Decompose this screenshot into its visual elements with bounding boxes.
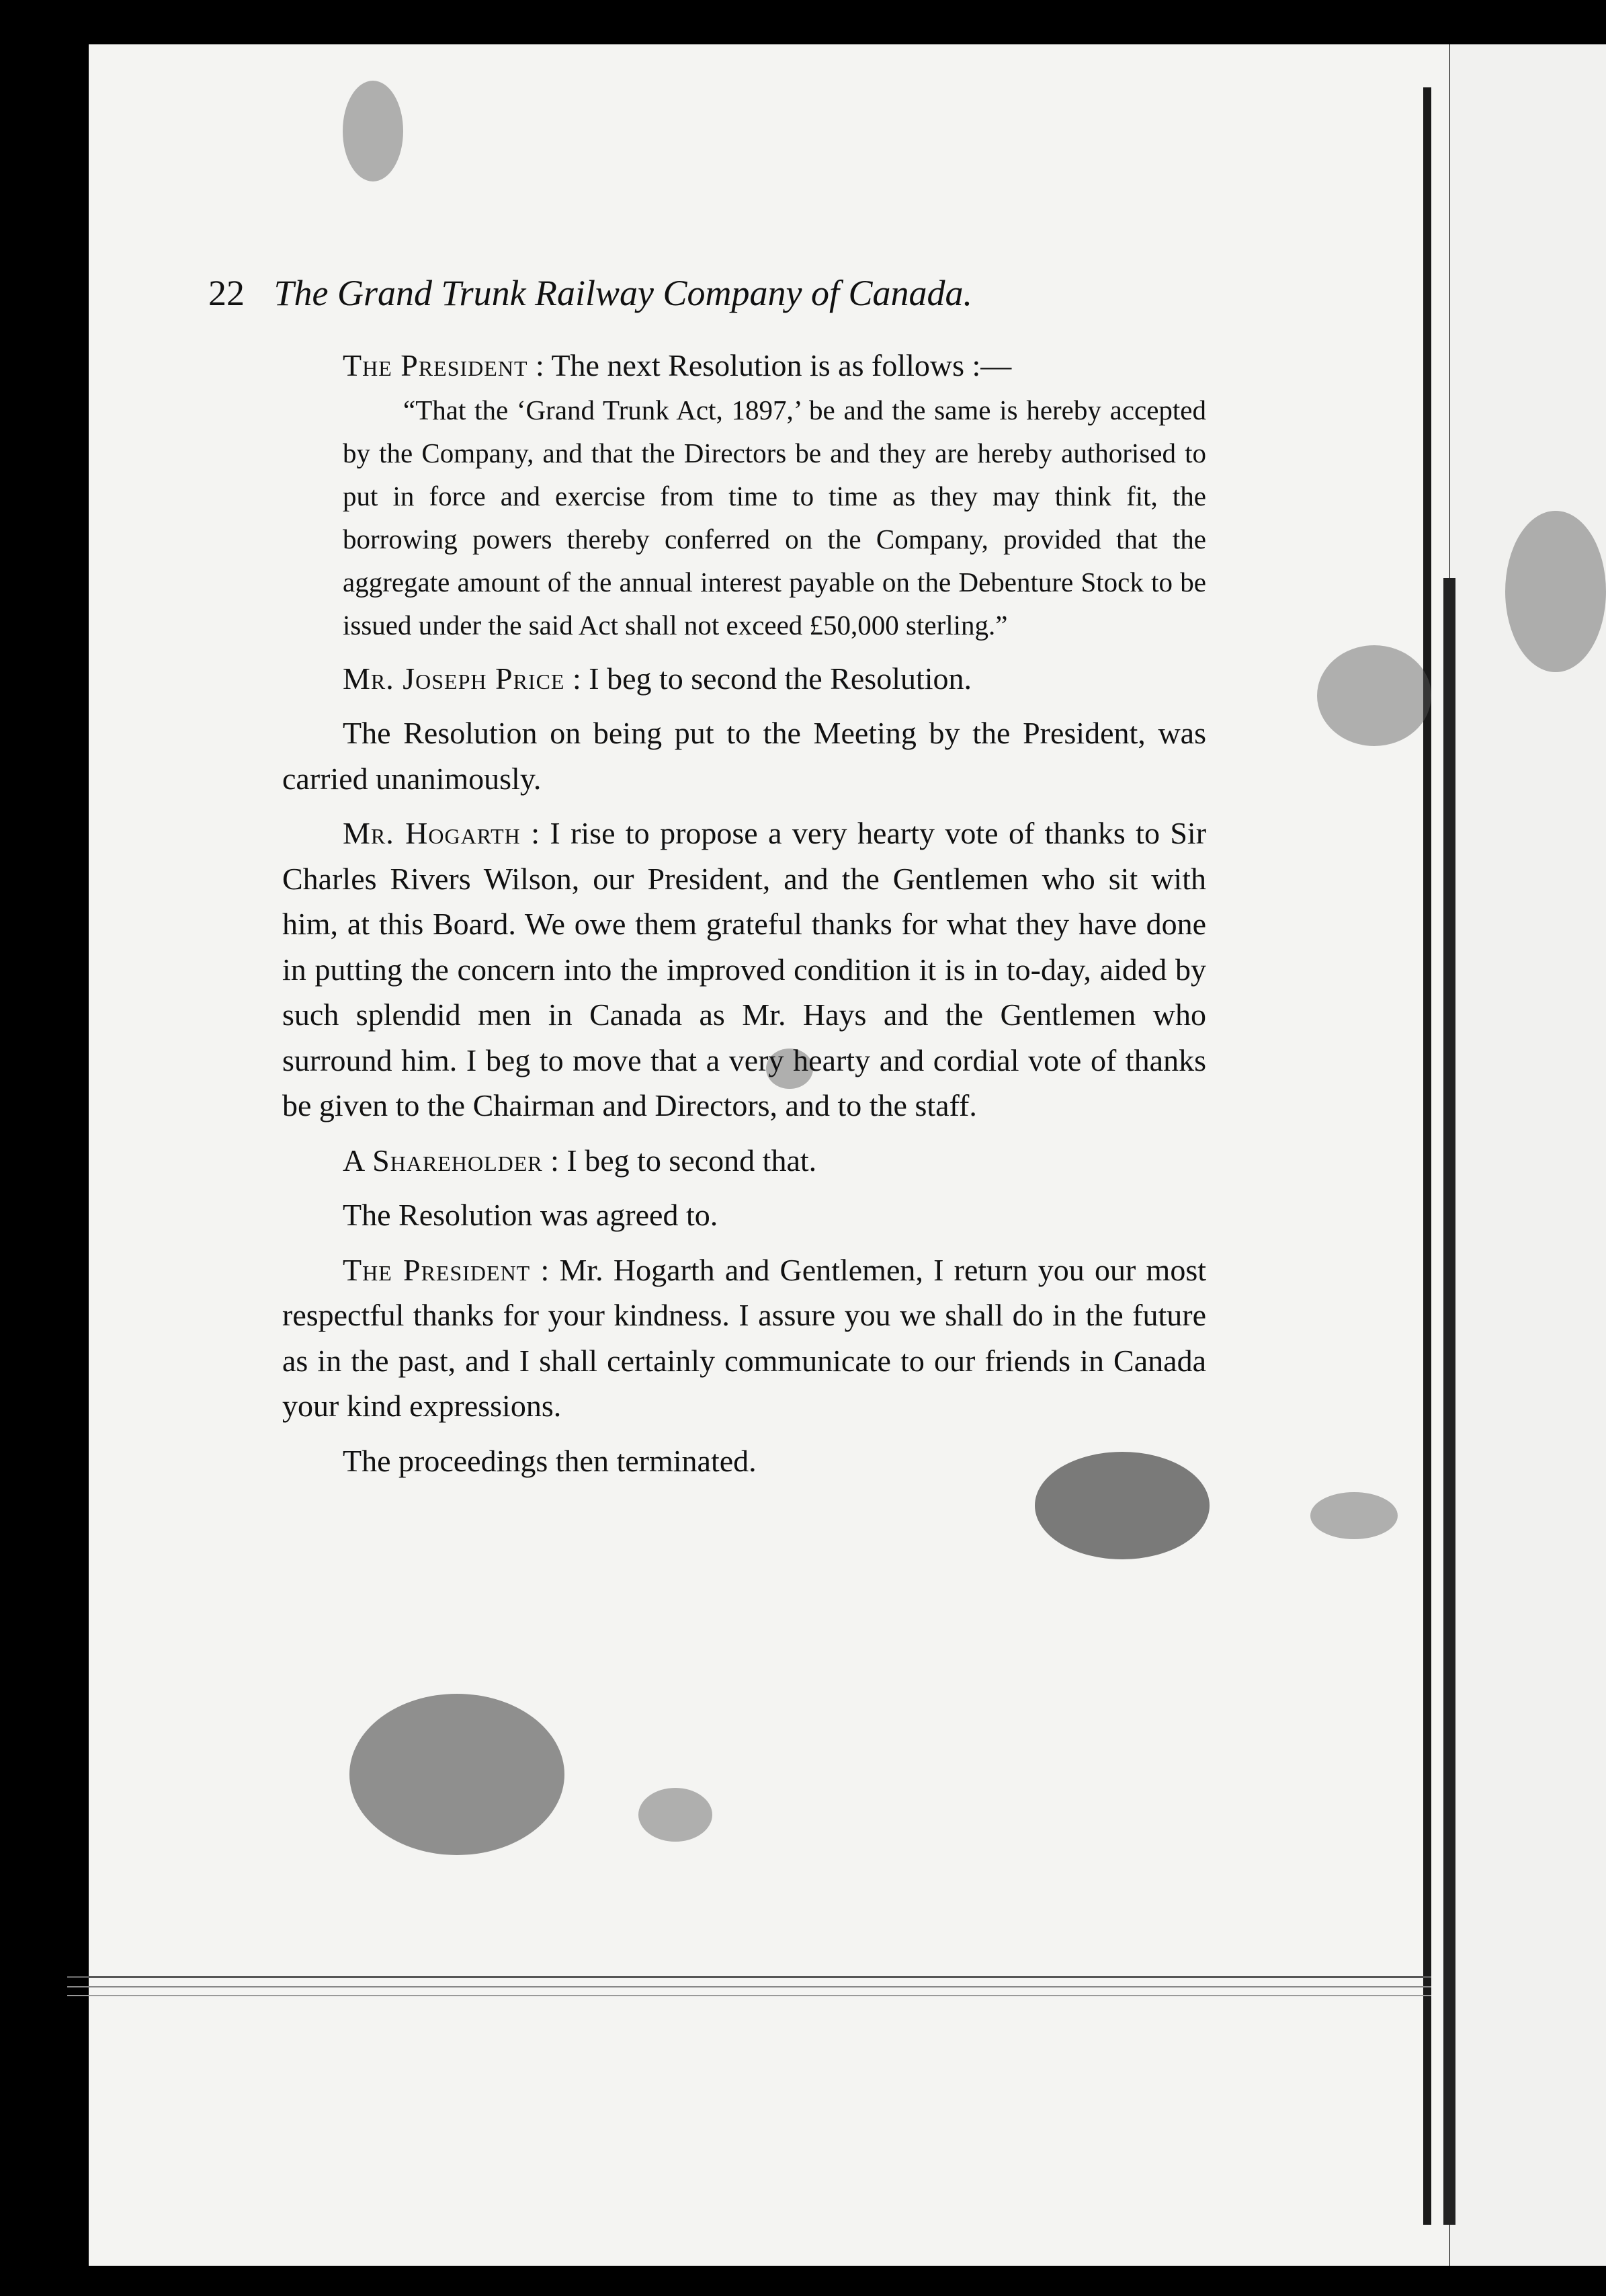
paragraph-text: : The next Resolution is as follows :— (536, 348, 1012, 382)
paragraph-text: : Mr. Hogarth and Gentlemen, I return you our most respectful thanks for your kindness. I assure you we shall do in the future as in the past, and I shall certainly communicate to our friends in Canada your kind expressions. (282, 1252, 1207, 1423)
ink-stain (1317, 645, 1431, 746)
paragraph (282, 1138, 1206, 1184)
facing-page-edge (1450, 44, 1606, 2266)
binding-shadow (1443, 578, 1455, 2225)
speaker-name: Mr. Hogarth (343, 816, 521, 850)
paragraph-text: : I beg to second the Resolution. (572, 661, 972, 696)
speaker-name: The President (343, 348, 528, 382)
paragraph (282, 811, 1206, 1129)
running-title: The Grand Trunk Railway Company of Canada. (273, 273, 973, 313)
running-header (208, 272, 1169, 326)
paragraph-text: : I rise to propose a very hearty vote of thanks to Sir Charles Rivers Wilson, our President, and the Gentlemen who sit with him, at this Board. We owe them grateful thanks for what they have done in putting the concern into the improved condition it is in to-day, aided by such splendid men in Canada as Mr. Hays and the Gentlemen who surround him. I beg to move that a very hearty and cordial vote of thanks be given to the Chairman and Directors, and to the staff. (282, 816, 1207, 1122)
paragraph: The proceedings then terminated. (343, 1443, 757, 1478)
scan-rule (67, 1976, 1431, 1978)
body-text (282, 343, 1206, 1483)
paragraph-text: : I beg to second that. (550, 1143, 817, 1178)
ink-stain (1310, 1492, 1398, 1539)
ink-stain (349, 1694, 564, 1855)
paragraph (282, 656, 1206, 702)
speaker-name: Mr. Joseph Price (343, 661, 565, 696)
speaker-name: The President (343, 1252, 531, 1287)
ink-stain (343, 81, 403, 181)
speaker-name: A Shareholder (343, 1143, 543, 1178)
ink-stain (638, 1788, 712, 1842)
scan-rule (67, 1986, 1431, 1987)
page-fold-shadow (1423, 87, 1431, 2225)
paragraph (282, 1247, 1206, 1429)
scan-rule (67, 1995, 1431, 1996)
ink-stain (1505, 511, 1606, 672)
paragraph: The Resolution was agreed to. (343, 1198, 718, 1232)
paragraph: The Resolution on being put to the Meeting by the President, was carried unanimously. (282, 716, 1206, 796)
page-number: 22 (208, 273, 245, 313)
paragraph (282, 343, 1206, 388)
resolution-quote: “That the ‘Grand Trunk Act, 1897,’ be and the same is hereby accepted by the Company, and that the Directors be and they are hereby authorised to put in force and exercise from time to time as they may think fit, the borrowing powers thereby conferred on the Company, provided that the aggregate amount of the annual interest payable on the Debenture Stock to be issued under the said Act shall not exceed £50,000 sterling.” (343, 394, 1206, 641)
